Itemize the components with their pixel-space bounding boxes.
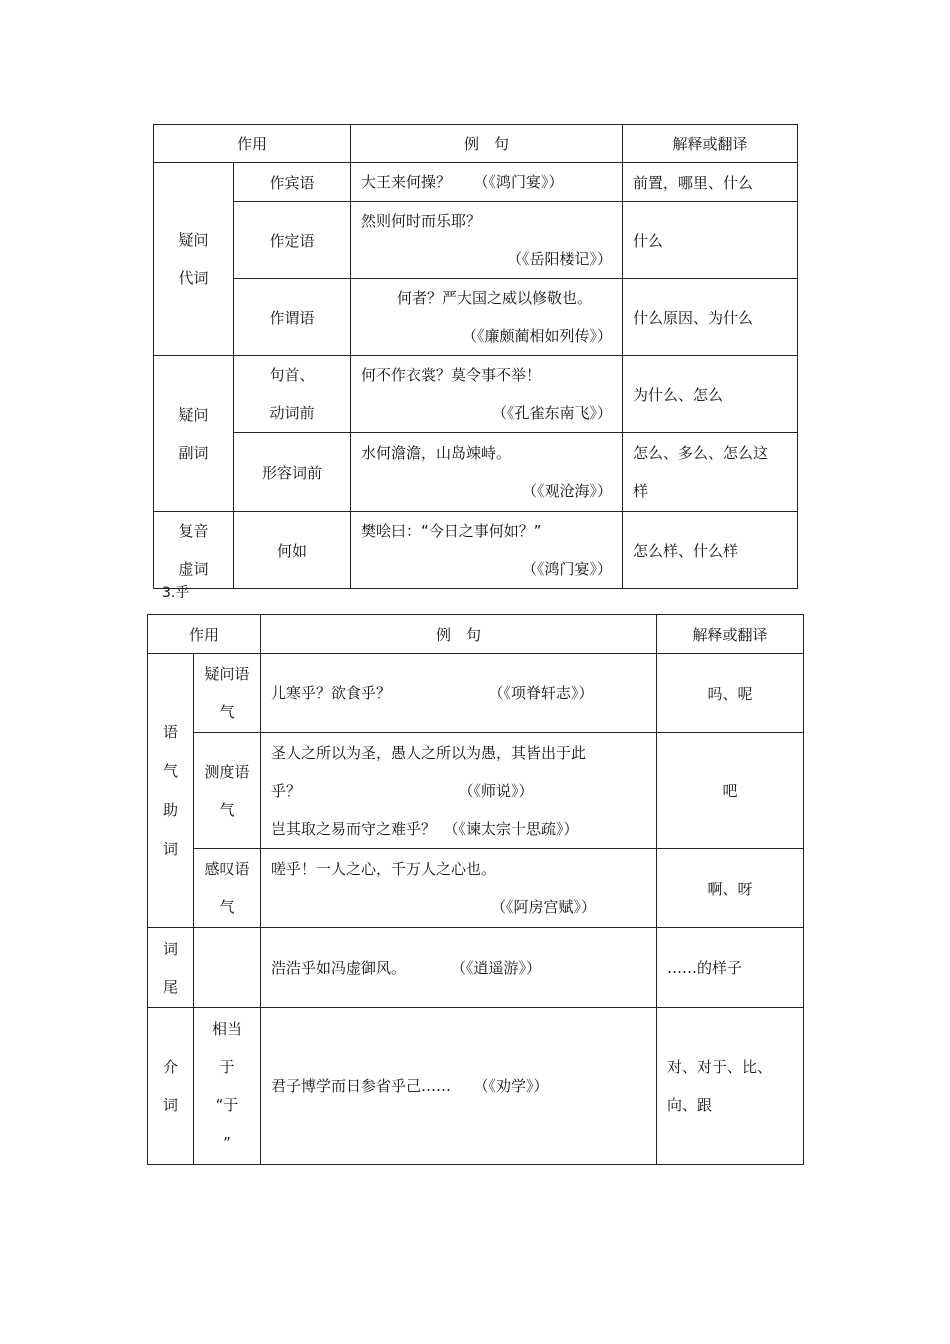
translation-cell: 吧 (657, 733, 804, 849)
group-preposition: 介 词 (148, 1008, 194, 1165)
role-cell: 感叹语 气 (194, 849, 261, 928)
role-cell: 相当 于 “于 ” (194, 1008, 261, 1165)
example-cell: 何不作衣裳？莫令事不举！ （《孔雀东南飞》） (351, 356, 623, 433)
example-cell: 然则何时而乐耶？ （《岳阳楼记》） (351, 202, 623, 279)
role-cell: 句首、 动词前 (234, 356, 351, 433)
example-cell: 圣人之所以为圣，愚人之所以为愚，其皆出于此 乎？ （《师说》） 岂其取之易而守之难乎？ （《谏太宗十思疏》） (261, 733, 657, 849)
role-cell: 作宾语 (234, 163, 351, 202)
header-example: 例 句 (351, 125, 623, 163)
translation-cell: ……的样子 (657, 928, 804, 1008)
translation-cell: 啊、呀 (657, 849, 804, 928)
translation-cell: 为什么、怎么 (623, 356, 798, 433)
group-interrogative-adverb: 疑问 副词 (154, 356, 234, 512)
group-modal-particle: 语 气 助 词 (148, 654, 194, 928)
example-cell: 儿寒乎？欲食乎？ （《项脊轩志》） (261, 654, 657, 733)
translation-cell: 怎么、多么、怎么这 样 (623, 433, 798, 512)
example-cell: 嗟乎！一人之心，千万人之心也。 （《阿房宫赋》） (261, 849, 657, 928)
group-compound-particle: 复音 虚词 (154, 512, 234, 589)
translation-cell: 前置，哪里、什么 (623, 163, 798, 202)
header-translation: 解释或翻译 (623, 125, 798, 163)
example-cell: 君子博学而日参省乎己…… （《劝学》） (261, 1008, 657, 1165)
role-cell: 测度语 气 (194, 733, 261, 849)
role-cell: 作定语 (234, 202, 351, 279)
translation-cell: 什么原因、为什么 (623, 279, 798, 356)
example-cell: 大王来何操？ （《鸿门宴》） (351, 163, 623, 202)
example-cell: 何者？严大国之威以修敬也。 （《廉颇蔺相如列传》） (351, 279, 623, 356)
translation-cell: 怎么样、什么样 (623, 512, 798, 589)
role-cell: 作谓语 (234, 279, 351, 356)
role-cell: 形容词前 (234, 433, 351, 512)
role-cell-empty (194, 928, 261, 1008)
example-cell: 浩浩乎如冯虚御风。 （《逍遥游》） (261, 928, 657, 1008)
table-hu (147, 614, 804, 1165)
header-role: 作用 (148, 615, 261, 654)
translation-cell: 对、对于、比、 向、跟 (657, 1008, 804, 1165)
example-cell: 樊哙曰：“今日之事何如？” （《鸿门宴》） (351, 512, 623, 589)
role-cell: 何如 (234, 512, 351, 589)
header-role: 作用 (154, 125, 351, 163)
section-title: 3.乎 (162, 585, 190, 601)
header-translation: 解释或翻译 (657, 615, 804, 654)
role-cell: 疑问语 气 (194, 654, 261, 733)
translation-cell: 吗、呢 (657, 654, 804, 733)
example-cell: 水何澹澹，山岛竦峙。 （《观沧海》） (351, 433, 623, 512)
translation-cell: 什么 (623, 202, 798, 279)
group-suffix: 词 尾 (148, 928, 194, 1008)
group-interrogative-pronoun: 疑问 代词 (154, 163, 234, 356)
table-he (153, 124, 798, 589)
header-example: 例 句 (261, 615, 657, 654)
